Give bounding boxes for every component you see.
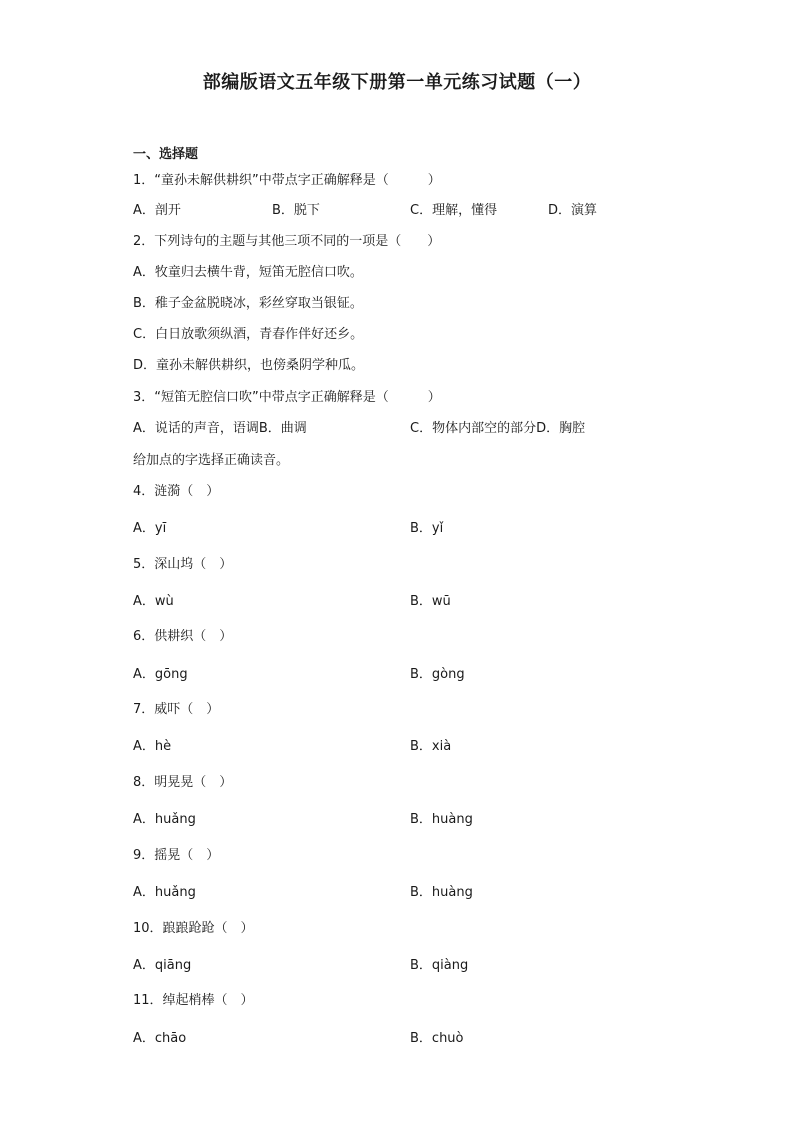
question-9-option-b: B．huàng	[410, 885, 473, 900]
question-8-option-b: B．huàng	[410, 812, 473, 827]
instruction-text: 给加点的字选择正确读音。	[133, 453, 290, 468]
question-5-stem: 5．深山坞（ ）	[133, 557, 233, 572]
question-5-option-a: A．wù	[133, 594, 174, 609]
question-8-option-a: A．huǎng	[133, 812, 196, 827]
question-3-options-left: A．说话的声音，语调B．曲调	[133, 421, 307, 436]
question-6-option-a: A．gōng	[133, 667, 188, 682]
question-4-stem: 4．涟漪（ ）	[133, 484, 220, 499]
question-10-stem: 10．踉踉跄跄（ ）	[133, 921, 254, 936]
question-6-stem: 6．供耕织（ ）	[133, 629, 233, 644]
question-3-stem: 3．“短笛无腔信口吹”中带点字正确解释是（ ）	[133, 390, 441, 405]
question-7-option-a: A．hè	[133, 739, 172, 754]
question-11-stem: 11．绰起梢棒（ ）	[133, 993, 254, 1008]
question-5-option-b: B．wū	[410, 594, 451, 609]
question-2-option-c: C．白日放歌须纵酒，青春作伴好还乡。	[133, 327, 364, 342]
question-8-stem: 8．明晃晃（ ）	[133, 775, 233, 790]
question-4-option-b: B．yǐ	[410, 521, 444, 536]
question-1-option-a: A．剖开	[133, 203, 181, 218]
question-2-option-a: A．牧童归去横牛背，短笛无腔信口吹。	[133, 265, 363, 280]
question-3-options-right: C．物体内部空的部分D．胸腔	[410, 421, 586, 436]
question-11-option-b: B．chuò	[410, 1031, 464, 1046]
question-2-option-b: B．稚子金盆脱晓冰，彩丝穿取当银钲。	[133, 296, 363, 311]
question-4-option-a: A．yī	[133, 521, 167, 536]
question-7-stem: 7．威吓（ ）	[133, 702, 220, 717]
question-9-option-a: A．huǎng	[133, 885, 196, 900]
section-heading: 一、选择题	[133, 147, 199, 162]
question-1-option-b: B．脱下	[272, 203, 320, 218]
question-1-stem: 1．“童孙未解供耕织”中带点字正确解释是（ ）	[133, 173, 441, 188]
question-11-option-a: A．chāo	[133, 1031, 187, 1046]
question-7-option-b: B．xià	[410, 739, 452, 754]
question-2-option-d: D．童孙未解供耕织，也傍桑阴学种瓜。	[133, 358, 365, 373]
question-1-option-c: C．理解，懂得	[410, 203, 498, 218]
question-10-option-a: A．qiāng	[133, 958, 192, 973]
question-6-option-b: B．gòng	[410, 667, 465, 682]
document-title: 部编版语文五年级下册第一单元练习试题（一）	[202, 72, 592, 93]
question-10-option-b: B．qiàng	[410, 958, 469, 973]
question-1-option-d: D．演算	[548, 203, 598, 218]
question-9-stem: 9．摇晃（ ）	[133, 848, 220, 863]
question-2-stem: 2．下列诗句的主题与其他三项不同的一项是（ ）	[133, 234, 441, 249]
